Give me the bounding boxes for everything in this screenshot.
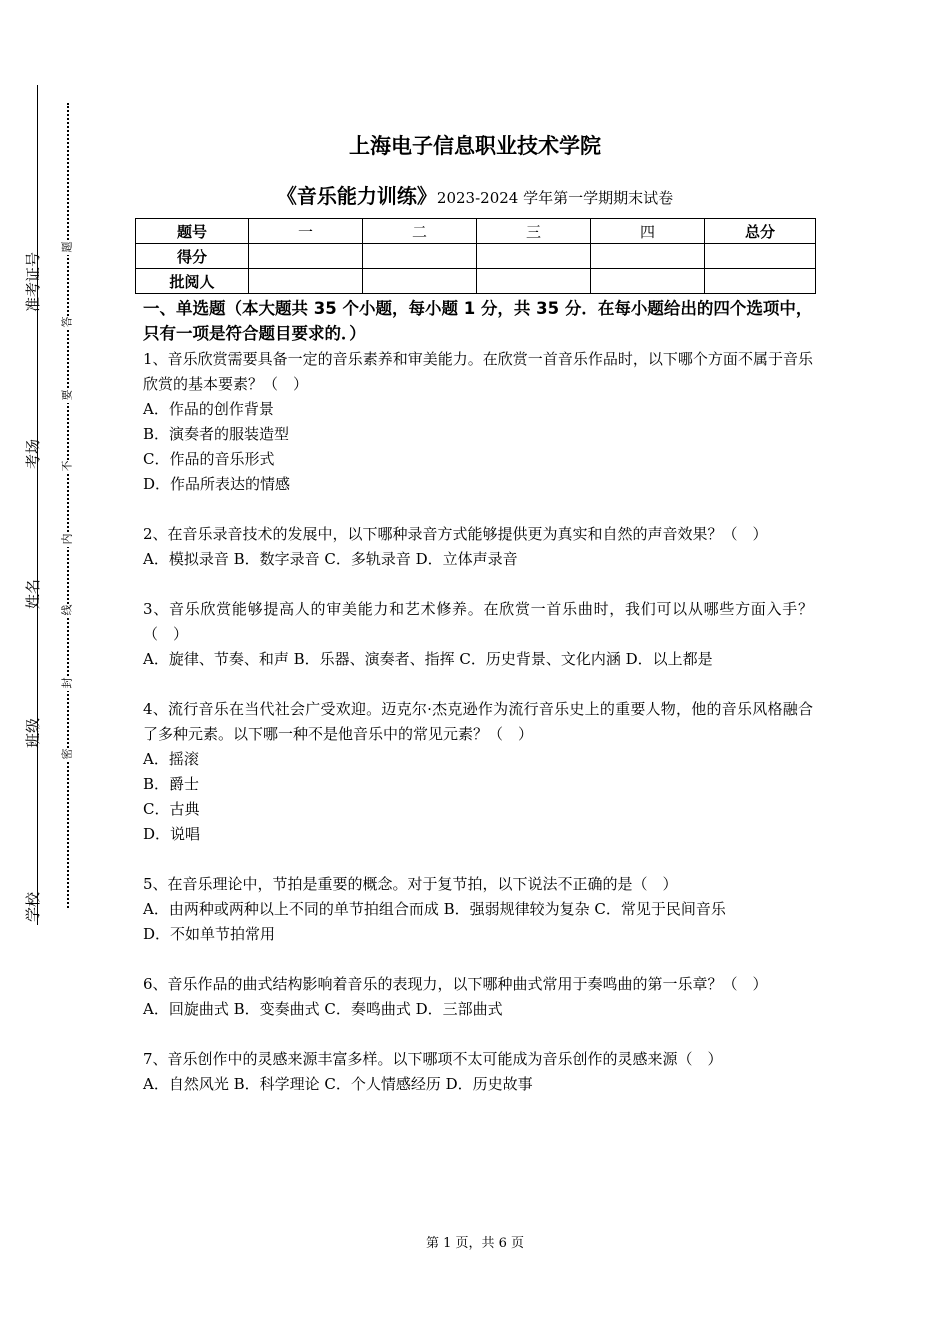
question-stem: 3、音乐欣赏能够提高人的审美能力和艺术修养。在欣赏一首乐曲时，我们可以从哪些方面入手？（ ） <box>143 600 813 643</box>
col-part-1: 一 <box>249 219 363 244</box>
col-part-4: 四 <box>591 219 705 244</box>
answer-options: A．由两种或两种以上不同的单节拍组合而成 B．强弱规律较为复杂 C．常见于民间音乐 <box>143 900 726 918</box>
answer-options: A．模拟录音 B．数字录音 C．多轨录音 D．立体声录音 <box>143 550 518 568</box>
question-stem: 6、音乐作品的曲式结构影响着音乐的表现力，以下哪种曲式常用于奏鸣曲的第一乐章？（ ） <box>143 975 768 993</box>
seal-char: 内 <box>61 533 73 547</box>
seal-char: 密 <box>61 748 73 762</box>
grader-cell <box>363 269 477 294</box>
score-cell <box>477 244 591 269</box>
question <box>143 347 813 497</box>
row-label-score: 得分 <box>136 244 249 269</box>
answer-option: C．古典 <box>143 800 200 818</box>
seal-char: 要 <box>61 389 73 403</box>
grader-cell <box>705 269 816 294</box>
answer-option: D．作品所表达的情感 <box>143 475 291 493</box>
question <box>143 597 813 672</box>
question-stem: 1、音乐欣赏需要具备一定的音乐素养和审美能力。在欣赏一首音乐作品时，以下哪个方面不属于音乐欣赏的基本要素？（ ） <box>143 350 813 393</box>
col-question-number: 题号 <box>136 219 249 244</box>
question <box>143 522 813 572</box>
grader-cell <box>477 269 591 294</box>
answer-option: D．不如单节拍常用 <box>143 925 276 943</box>
question <box>143 1047 813 1097</box>
seal-char: 答 <box>61 316 73 330</box>
answer-option: B．爵士 <box>143 775 200 793</box>
grader-row <box>136 269 816 294</box>
answer-option: D．说唱 <box>143 825 201 843</box>
question <box>143 697 813 847</box>
answer-options: A．旋律、节奏、和声 B．乐器、演奏者、指挥 C．历史背景、文化内涵 D．以上都是 <box>143 650 713 668</box>
seal-char: 题 <box>61 241 73 255</box>
school-title: 上海电子信息职业技术学院 <box>349 134 601 158</box>
score-cell <box>249 244 363 269</box>
label-class: 班级 <box>24 718 42 749</box>
col-part-2: 二 <box>363 219 477 244</box>
score-cell <box>363 244 477 269</box>
question-stem: 4、流行音乐在当代社会广受欢迎。迈克尔·杰克逊作为流行音乐史上的重要人物，他的音乐风格融合了多种元素。以下哪一种不是他音乐中的常见元素？（ ） <box>143 700 813 743</box>
col-part-3: 三 <box>477 219 591 244</box>
grader-cell <box>249 269 363 294</box>
answer-options: A．自然风光 B．科学理论 C．个人情感经历 D．历史故事 <box>143 1075 533 1093</box>
score-cell <box>591 244 705 269</box>
question-stem: 5、在音乐理论中，节拍是重要的概念。对于复节拍，以下说法不正确的是（ ） <box>143 875 678 893</box>
page-footer: 第 1 页，共 6 页 <box>425 1236 525 1251</box>
label-school: 学校 <box>24 892 42 923</box>
answer-option: A．摇滚 <box>143 750 199 768</box>
exam-subtitle <box>0 180 950 209</box>
label-exam-id: 准考证号 <box>24 252 42 313</box>
score-table-header-row <box>136 219 816 244</box>
question-stem: 2、在音乐录音技术的发展中，以下哪种录音方式能够提供更为真实和自然的声音效果？（ ） <box>143 525 768 543</box>
answer-option: A．作品的创作背景 <box>143 400 274 418</box>
score-table <box>135 218 816 294</box>
question <box>143 872 813 947</box>
row-label-grader: 批阅人 <box>136 269 249 294</box>
answer-option: C．作品的音乐形式 <box>143 450 275 468</box>
section-title: 一、单选题（本大题共 35 个小题，每小题 1 分，共 35 分．在每小题给出的四个选项中，只有一项是符合题目要求的．） <box>143 299 813 343</box>
seal-char: 线 <box>61 604 73 618</box>
seal-char: 封 <box>61 677 73 691</box>
col-total: 总分 <box>705 219 816 244</box>
seal-char: 不 <box>61 460 73 474</box>
exam-content <box>143 296 813 1122</box>
grader-cell <box>591 269 705 294</box>
question-stem: 7、音乐创作中的灵感来源丰富多样。以下哪项不太可能成为音乐创作的灵感来源（ ） <box>143 1050 723 1068</box>
answer-options: A．回旋曲式 B．变奏曲式 C．奏鸣曲式 D．三部曲式 <box>143 1000 503 1018</box>
score-cell <box>705 244 816 269</box>
label-exam-room: 考场 <box>24 439 42 470</box>
course-title: 《音乐能力训练》 <box>276 184 437 208</box>
score-row <box>136 244 816 269</box>
label-name: 姓名 <box>24 579 42 610</box>
seal-dotted-line <box>67 103 69 908</box>
term-title: 2023-2024 学年第一学期期末试卷 <box>436 189 674 207</box>
binding-line <box>37 85 38 925</box>
question <box>143 972 813 1022</box>
answer-option: B．演奏者的服装造型 <box>143 425 290 443</box>
